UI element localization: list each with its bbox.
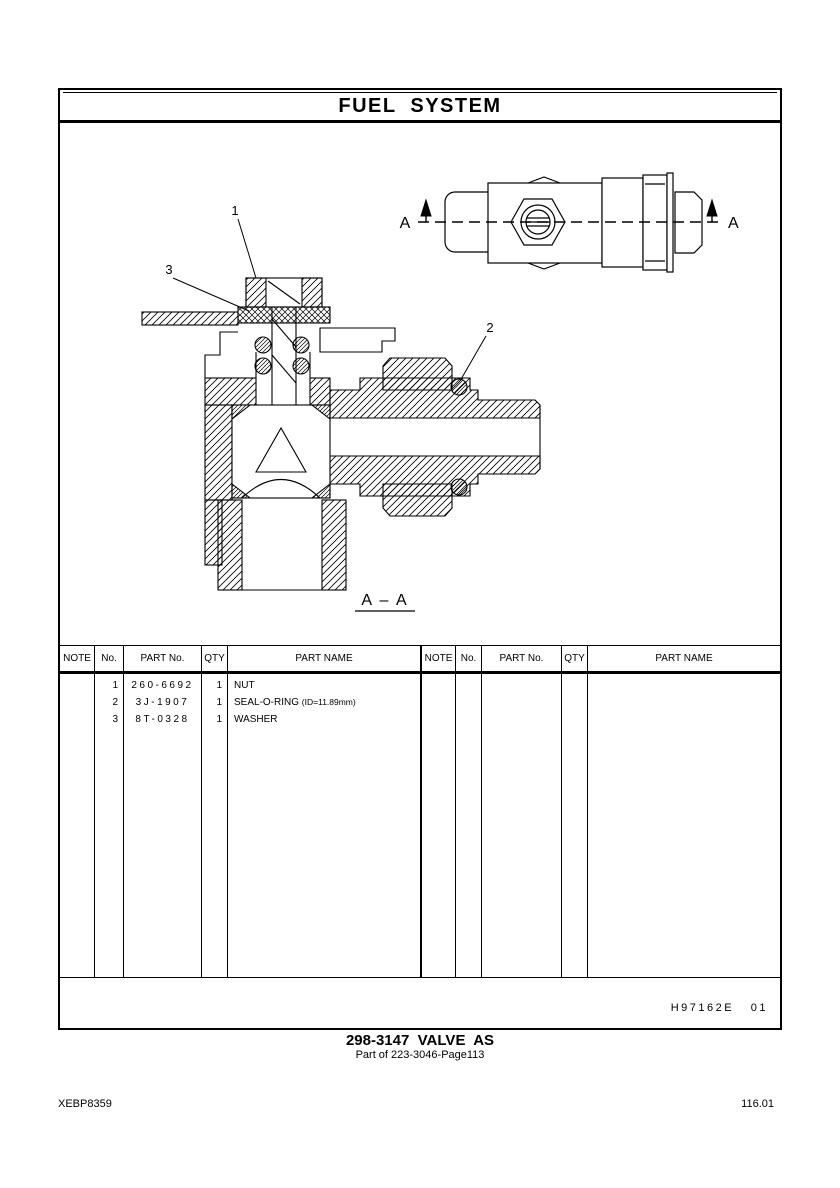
section-view <box>142 278 540 590</box>
col-note-2 <box>422 674 456 977</box>
row-no: 1 <box>112 680 118 691</box>
callouts <box>165 203 493 381</box>
row-part-no: 3J-1907 <box>135 697 190 708</box>
row-part-name: NUT <box>234 680 255 691</box>
row-qty: 1 <box>216 697 222 708</box>
header-no-1: No. <box>95 646 124 671</box>
lever-handle <box>142 312 238 325</box>
bottom-port <box>322 500 346 590</box>
footer-band <box>60 977 780 1028</box>
washer-part <box>238 307 330 323</box>
o-ring-bottom <box>451 479 467 495</box>
col-note-1 <box>60 674 95 977</box>
row-qty: 1 <box>216 680 222 691</box>
header-partname-1: PART NAME <box>228 646 422 671</box>
parts-table-body <box>60 674 780 977</box>
doc-code: H97162E 01 <box>670 1002 768 1014</box>
col-no-2 <box>456 674 482 977</box>
header-note-2: NOTE <box>422 646 456 671</box>
row-no: 3 <box>112 714 118 725</box>
row-part-name: SEAL-O-RING (ID=11.89mm) <box>234 697 356 708</box>
title-band <box>60 93 780 123</box>
col-partname-2 <box>588 674 780 977</box>
header-partno-1: PART No. <box>124 646 202 671</box>
section-label: A – A <box>361 592 409 609</box>
col-partno-1 <box>124 674 202 977</box>
callout-1: 1 <box>231 203 239 218</box>
col-partno-2 <box>482 674 562 977</box>
page-title: FUEL SYSTEM <box>338 95 502 117</box>
parts-table <box>60 645 780 977</box>
parts-table-header <box>60 645 780 674</box>
col-qty-1 <box>202 674 228 977</box>
row-part-no: 260-6692 <box>131 680 194 691</box>
header-no-2: No. <box>456 646 482 671</box>
col-partname-1 <box>228 674 422 977</box>
section-arrow-right <box>707 200 717 216</box>
row-part-no: 8T-0328 <box>135 714 190 725</box>
bonnet-flange <box>320 328 395 352</box>
section-arrow-left <box>421 200 431 216</box>
assembly-drawing <box>60 123 780 645</box>
section-caption <box>355 592 415 611</box>
col-qty-2 <box>562 674 588 977</box>
callout-3: 3 <box>165 262 173 277</box>
valve-body-left <box>205 405 232 500</box>
o-ring-top <box>451 379 467 395</box>
header-qty-2: QTY <box>562 646 588 671</box>
page-border-box <box>58 88 782 1030</box>
row-part-name: WASHER <box>234 714 278 725</box>
part-subtitle: Part of 223-3046-Page113 <box>355 1049 485 1061</box>
part-title: 298-3147 VALVE AS <box>345 1032 495 1049</box>
row-qty: 1 <box>216 714 222 725</box>
callout-2: 2 <box>486 320 494 335</box>
header-note-1: NOTE <box>60 646 95 671</box>
header-partno-2: PART No. <box>482 646 562 671</box>
header-qty-1: QTY <box>202 646 228 671</box>
section-marker-left: A <box>399 215 411 232</box>
section-marker-right: A <box>728 215 739 232</box>
header-partname-2: PART NAME <box>655 653 713 664</box>
row-no: 2 <box>112 697 118 708</box>
drawing-area <box>60 123 780 645</box>
form-number: XEBP8359 <box>58 1098 112 1110</box>
page-number: 116.01 <box>741 1098 774 1110</box>
col-no-1 <box>95 674 124 977</box>
